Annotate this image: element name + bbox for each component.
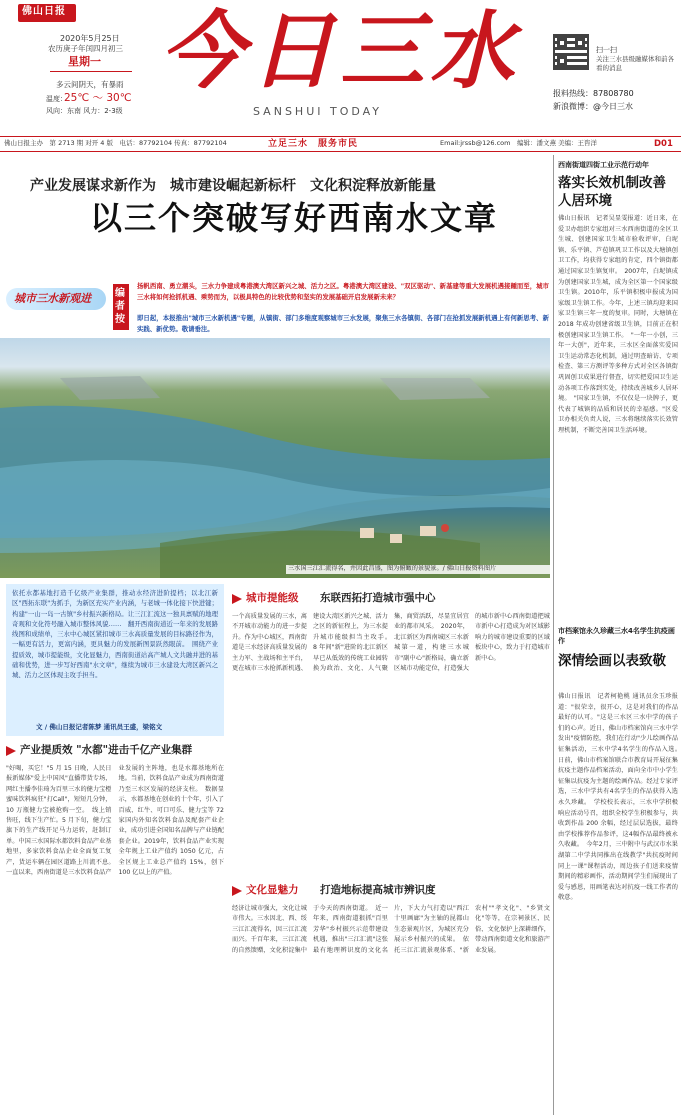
editor-tag bbox=[113, 284, 129, 330]
info-bar bbox=[0, 136, 681, 152]
series-logo bbox=[6, 286, 108, 314]
editor-tag-text: 编者按 bbox=[115, 288, 125, 325]
date-divider bbox=[50, 71, 132, 72]
section1-text: "好喝，买它！"5 月 15 日晚，人民日报新媒体"爱上中国风"直播带货专场，网红主播李佳琦为百里三水的健力宝橙蜜味饮料疯狂"打Call"，短短几分钟，10 万瓶健力宝被抢购一空。 线上销售旺，线下生产忙。5 月下旬，健力宝旗下的生产线开足马力运转，赶制订单。中国三水国际水都饮料食品产业基地里，多家饮料食品企业全面复工复产，货运车辆在园区道路上川流不息。 一直以来，西南街道是三水饮料食品产业发展的主阵地，也是水都基地所在地。当前，饮料食品产业成为西南街道乃至三水区发展的经济支柱。 数据显示，水都基地在创业的十个年，引入了百威、红牛、可口可乐、健力宝等 72家国内外知名饮料食品及配套产业企业，成功引进全国知名品牌与产业链配套企业。2019年，饮料食品产业实现全年规上工业产值约 1050 亿元，占全区规上工业总产值约 15%，创下 100 亿以上的产值。 bbox=[6, 765, 224, 877]
main-kicker: 产业发展谋求新作为 城市建设崛起新标杆 文化积淀释放新能量 bbox=[30, 178, 436, 194]
weather-desc: 多云间阴天，有暴雨 bbox=[56, 80, 124, 89]
right-top-headline: 落实长效机制改善人居环境 bbox=[558, 175, 666, 209]
right-bottom-text: 佛山日报讯 记者柯艳桃 通讯员余玉珍报道："很荣幸，很开心，这是对我们的作品最好的认可。"这是三水区三水中学的孩子们的心声。近日，佛山市档案馆向三水中学发出"疫情防控，我们在行动"少儿绘画作品征集活动，三水中学4名学生的作品入选。 日前，佛山市档案馆联合市教育局开展征集抗疫主题作品档案活动，面向全市中小学生征集以抗疫为主题的绘画作品。经过专家评选，三水中学共有4名学生的作品获得入选永久珍藏。 学校校长表示，三水中学积极响应活动号召，组织全校学生积极参与，共收到作品 200 余幅，经过层层选拔，最终由学校推荐作品参评，这4幅作品最终被永久收藏。 今年2月，三中附中与武汉市水果湖第二中学共同推出在线教学"共抗疫时间同上一课"课程活动，周边孩子们送来疫情期间的精彩画作，活动期间学生们展现出了爱与感恩，用画笔表达对抗疫一线工作者的敬意。 bbox=[558, 693, 678, 902]
info-bar-left: 佛山日报主办 第 2713 期 对开 4 版 电话：87792104 传真：87792104 bbox=[4, 139, 227, 147]
right-bottom-headline: 深情绘画以表致敬 bbox=[558, 653, 666, 669]
wind: 风向：东南 风力：2-3级 bbox=[46, 107, 123, 115]
section2-arrow-icon bbox=[232, 594, 242, 604]
right-top-text: 佛山日报讯 记者吴显雯报道：近日来，在爱卫办组织专家组对三水西南街道的全区卫生城、创建国家卫生城市验收评审，白坭镇、乐平镇、芦苞镇巩卫工作以及大塘镇创卫工作，均获得专家组的肯定，四个镇街都通过国家卫生镇复审。 2007年，白坭镇成为创建国家卫生城，成为全区第一个国家级卫生镇。2010年，乐平镇积极申报成为国家级卫生镇工作。今年，上述三镇均迎来国家卫生镇三年一度的复审。同时，大塘镇在 2018 年成功创建省级卫生镇，目前正在积极创建国家卫生镇工作。 "一年一小创，三年一大创"，近年来，三水区全面落实爱国卫生运动常态化机制，通过明查暗访、专项检查、第三方测评等多种方式对全区各镇街巩固创卫成果进行督查，切实把爱国卫生运动各项工作落到实处，持续改善城乡人居环境。 "国家卫生镇，不仅仅是一块牌子，更代表了城镇的品质和居民的幸福感。"区爱卫办相关负责人说，三水将继续落实长效管理机制，不断完善国卫生活环境。 bbox=[558, 215, 678, 434]
series-logo-text: 城市三水新观进 bbox=[14, 292, 91, 305]
temp-label: 温度： bbox=[46, 95, 67, 103]
section2-title: 东联西拓打造城市强中心 bbox=[320, 592, 436, 604]
section1-arrow-icon bbox=[6, 746, 16, 756]
section3-header bbox=[232, 882, 550, 900]
header bbox=[0, 0, 681, 134]
section2-text: 一个高质量发展的三水，离不开城市动能力的进一步提升。作为中心城区，西南街道是三水经济高质量发展的主力军、主战场和主平台，更在城市三水抢抓新机遇、建设大湾区新兴之城、活力之区的新征程上，为三水提升城市能级担当主攻手。 8 年间"新"进阶的北江新区早已从低效的传统工业园转换为政治、文化、人气聚集，商贸活跃，尽显宜居宜业的都市风采。 2020年，北江新区为西南城区三水新城第一道，构建三水城市"副中心"新格局，确立新区城市功能定位，打造强大的城市新中心西南街道把城市新中心打造成为对区域影响力的城市建设重要的区域板块中心，致力于打造城市新中心。 bbox=[232, 613, 550, 673]
qr-text: 关注三水县级融媒体和前各看的消息 bbox=[596, 55, 674, 72]
brand-name: 佛山日报 bbox=[22, 6, 66, 17]
section3-tag: 文化显魅力 bbox=[246, 884, 299, 896]
main-photo bbox=[0, 338, 550, 578]
hotline: 报料热线：87808780 bbox=[553, 89, 634, 98]
column-divider bbox=[553, 155, 554, 1115]
section3-arrow-icon bbox=[232, 886, 242, 896]
masthead-subtitle: SANSHUI TODAY bbox=[253, 105, 383, 118]
lunar-date: 农历庚子年闰四月初三 bbox=[48, 44, 123, 53]
date: 2020年5月25日 bbox=[60, 34, 120, 43]
qr-code bbox=[553, 34, 589, 70]
photo-caption: 三水国三江汇流得名，并因此昌盛，图为俯瞰的景貌景。/ 佛山日报资料图片 bbox=[286, 565, 550, 574]
weibo: 新浪微博：@今日三水 bbox=[553, 102, 633, 111]
qr-title: 扫一扫 bbox=[596, 46, 617, 54]
masthead-title: 今日三水 bbox=[160, 1, 521, 100]
section3-title: 打造地标提高城市辨识度 bbox=[320, 884, 436, 896]
main-headline: 以三个突破写好西南水文章 bbox=[89, 199, 498, 237]
section2-header bbox=[232, 590, 550, 608]
intro-blue: 即日起，本报推出"城市三水新机遇"专题，从镇街、部门多维度观察城市三水发展，聚焦三水各镇街、各部门在抢抓发展新机遇上有何新思考、新实践、新优势。敬请垂注。 bbox=[137, 314, 549, 333]
weekday: 星期一 bbox=[68, 55, 101, 68]
info-bar-right: Email:jrssb@126.com 编辑：潘文燕 美编：王咨洋 bbox=[440, 139, 598, 147]
lead-box bbox=[6, 584, 224, 736]
section1-title: 产业提质效 "水都"进击千亿产业集群 bbox=[20, 744, 193, 756]
right-top-kicker: 西南街道四街工业示范行动年 bbox=[558, 161, 649, 169]
right-bottom-kicker: 市档案馆永久珍藏三水4名学生抗疫画作 bbox=[558, 627, 675, 645]
section3-text: 经济让城市强大，文化让城市伟大。三水因北、西、绥三江汇流得名，因三江汇流而兴。千百年来，三江汇流的自然馈赠，文化积淀集中于今天的西南街道。 近一年来，西南街道狠抓"百里芳华"乡村振兴示范带建设机遇，推出"三江汇流"这张最有地理辨识度的文化名片，下大力气打造以"西江十里画廊"为主轴的昆都山生态景观片区，为城区充分展示乡村振兴的成果。 依托三江汇流景观体系、"新农村""孝文化"、"乡贤文化"等等，在宗祠景区、民俗、文化保护上深耕细作，带动西南街道文化和旅游产业发展。 bbox=[232, 905, 550, 954]
section2-tag: 城市提能级 bbox=[246, 592, 299, 604]
temperature: 25℃ ～ 30℃ bbox=[64, 92, 132, 104]
main-photo-scene bbox=[0, 338, 550, 578]
page-number: D01 bbox=[654, 139, 673, 149]
info-bar-center: 立足三水 服务市民 bbox=[268, 139, 359, 149]
section1-header bbox=[6, 742, 224, 760]
byline: 文 / 佛山日报记者陈梦 通讯员王盛，梁铭文 bbox=[36, 723, 163, 731]
intro-red: 扬帆西南、勇立潮头，三水力争建成粤港澳大湾区新兴之城、活力之区。粤港澳大湾区建设、"双区驱动"、新基建等重大发展机遇接踵而至，城市三水将如何抢抓机遇、乘势而为，以极具特色的比较优势和坚实的发展基础开启发展新未来？ bbox=[137, 282, 549, 301]
lead-box-text: 依托水都基地打造千亿级产业集群，推动水经济进阶提档；以北江新区"西拓东联"为抓手，为新区充实产业内涵，与老城一体化接下快进键；构建"一山一岛一古镇"乡村振兴新格局。让三江汇流这一独具禀赋的地理奇观和文化符号融入城市整体风貌…… 翻开西南街道近一年来的发展路线图和成绩单，三水中心城区紧扣城市三水高质量发展的目标路径作为，一幅更有活力，更富内涵，更具魅力的发展新图景跃然眼前。 围绕产业提质效，城市提能级，文化显魅力，西南街道站高产城人文共融并进的基础和优势，进一步写好西南"水文章"，继续为城市三水建设大湾区新兴之城、活力之区体现主攻手担当。 bbox=[12, 589, 218, 680]
